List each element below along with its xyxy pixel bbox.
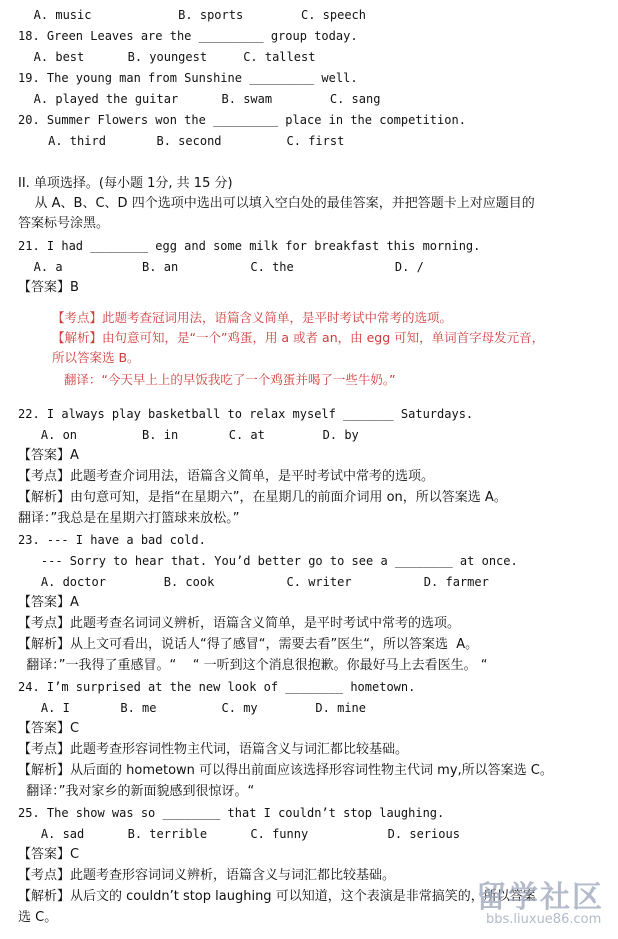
line: A. sad B. terrible C. funny D. serious bbox=[12, 827, 460, 841]
line: 【答案】A bbox=[18, 448, 79, 463]
line: 【考点】此题考查形容词性物主代词，语篇含义与词汇都比较基础。 bbox=[18, 742, 409, 757]
line: 选 C。 bbox=[18, 910, 58, 925]
line: A. on B. in C. at D. by bbox=[12, 428, 359, 442]
line: 【考点】此题考查名词词义辨析，语篇含义简单，是平时考试中常考的选项。 bbox=[18, 616, 461, 631]
line: 【考点】此题考查介词用法，语篇含义简单，是平时考试中常考的选项。 bbox=[18, 469, 435, 484]
line: 【解析】从后文的 couldn’t stop laughing 可以知道，这个表演是非常搞笑的，所以答案 bbox=[18, 889, 536, 904]
watermark-url: bbs.liuxue86.com bbox=[486, 912, 602, 927]
line: 翻译：”我对家乡的新面貌感到很惊讶。“ bbox=[18, 784, 255, 799]
line: 20. Summer Flowers won the _________ place in the competition. bbox=[18, 113, 466, 127]
line: 【答案】C bbox=[18, 721, 80, 736]
line: 【考点】此题考查形容词词义辨析，语篇含义与词汇都比较基础。 bbox=[18, 868, 396, 883]
stamp-line: 所以答案选 B。 bbox=[52, 350, 140, 365]
line: A. music B. sports C. speech bbox=[12, 8, 367, 22]
line: 从 A、B、C、D 四个选项中选出可以填入空白处的最佳答案，并把答题卡上对应题目的 bbox=[18, 196, 535, 211]
stamp-line: 【考点】此题考查冠词用法，语篇含义简单，是平时考试中常考的选项。 bbox=[52, 310, 453, 325]
line: A. I B. me C. my D. mine bbox=[12, 701, 367, 715]
stamp-line: 翻译：“今天早上上的早饭我吃了一个鸡蛋并喝了一些牛奶。” bbox=[52, 372, 396, 387]
watermark bbox=[468, 872, 614, 936]
line: 翻译：”一我得了重感冒。“ “ 一听到这个消息很抱歉。你最好马上去看医生。 “ bbox=[18, 658, 488, 673]
line: 【解析】从后面的 hometown 可以得出前面应该选择形容词性物主代词 my,所以答案选 C。 bbox=[18, 763, 553, 778]
line: A. a B. an C. the D. / bbox=[12, 260, 424, 274]
line: 【答案】A bbox=[18, 595, 79, 610]
line: 【答案】B bbox=[18, 280, 79, 295]
line: 25. The show was so ________ that I couldn’t stop laughing. bbox=[18, 806, 445, 820]
line: 【解析】由句意可知，是指“在星期六”，在星期几的前面介词用 on，所以答案选 A。 bbox=[18, 490, 507, 505]
line: A. played the guitar B. swam C. sang bbox=[12, 92, 381, 106]
section-heading: II. 单项选择。(每小题 1分, 共 15 分) bbox=[18, 176, 233, 191]
line: 23. --- I have a bad cold. bbox=[18, 533, 206, 547]
line: A. best B. youngest C. tallest bbox=[12, 50, 316, 64]
line: 翻译：”我总是在星期六打篮球来放松。” bbox=[18, 511, 240, 526]
line: 18. Green Leaves are the _________ group today. bbox=[18, 29, 358, 43]
stamp-line: 【解析】由句意可知，是“一个”鸡蛋，用 a 或者 an，由 egg 可知，单词首字母发元音， bbox=[52, 330, 545, 345]
line: --- Sorry to hear that. You’d better go to see a ________ at once. bbox=[12, 554, 518, 568]
line: 21. I had ________ egg and some milk for breakfast this morning. bbox=[18, 239, 481, 253]
line: 24. I’m surprised at the new look of ________ hometown. bbox=[18, 680, 416, 694]
line: 【解析】从上文可看出，说话人“得了感冒“，需要去看”医生“，所以答案选 A。 bbox=[18, 637, 479, 652]
line: A. third B. second C. first bbox=[12, 134, 345, 148]
line: 【答案】C bbox=[18, 847, 80, 862]
explanation-stamp bbox=[40, 306, 600, 398]
line: A. doctor B. cook C. writer D. farmer bbox=[12, 575, 489, 589]
line: 22. I always play basketball to relax myself _______ Saturdays. bbox=[18, 407, 474, 421]
watermark-logo: 留学社区 bbox=[476, 880, 604, 915]
line: 19. The young man from Sunshine _________ well. bbox=[18, 71, 358, 85]
line: 答案标号涂黑。 bbox=[18, 216, 110, 231]
